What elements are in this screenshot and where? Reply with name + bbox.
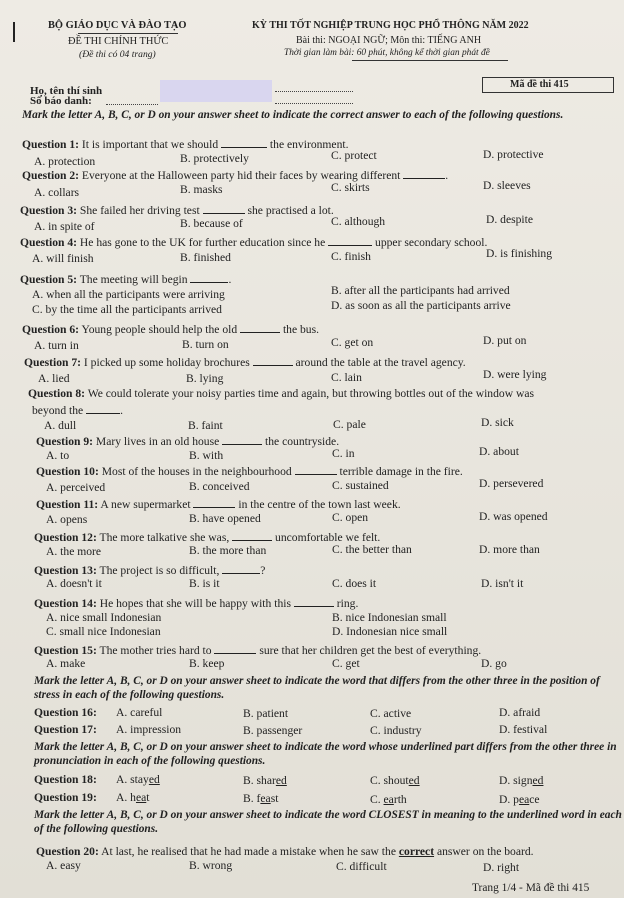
option-b: B. masks	[180, 183, 223, 196]
question-2	[22, 168, 448, 182]
question-text-line2: beyond the	[32, 404, 87, 417]
question-text-pre: Young people should help the old	[79, 323, 241, 336]
option-c: C. active	[370, 707, 412, 720]
question-12	[34, 530, 380, 544]
question-label: Question 1:	[22, 138, 80, 151]
answer-blank	[253, 355, 293, 366]
option-a: A. careful	[116, 706, 163, 719]
question-20	[36, 845, 534, 858]
question-6	[22, 322, 319, 336]
instruction-part4	[34, 808, 622, 836]
option-text: C. shout	[370, 774, 409, 787]
option-a: A. to	[46, 449, 70, 462]
option-d: D. right	[483, 861, 520, 874]
option-a: A. perceived	[46, 481, 106, 494]
option-text: A. h	[116, 791, 136, 804]
question-text-post: .	[445, 169, 449, 182]
option-a: A. opens	[46, 513, 88, 526]
option-d: D. about	[479, 445, 519, 458]
title-underline	[352, 60, 508, 61]
option-a: A. when all the participants were arriving	[32, 288, 225, 301]
answer-blank	[190, 272, 228, 283]
answer-blank	[193, 497, 235, 508]
question-label: Question 20:	[36, 845, 99, 858]
option-c: C. sustained	[332, 479, 389, 492]
question-label: Question 11:	[36, 498, 99, 511]
option-c: C. finish	[331, 250, 371, 263]
underlined-part: ea	[518, 793, 530, 806]
option-b: B. faint	[188, 419, 223, 432]
option-a: A. will finish	[32, 252, 94, 265]
question-text-post: terrible damage in the fire.	[336, 465, 463, 478]
option-c: C. pale	[333, 418, 366, 431]
option-d: D. festival	[499, 723, 548, 736]
question-label: Question 13:	[34, 564, 97, 577]
answer-blank	[203, 203, 245, 214]
instruction-part2	[34, 674, 620, 702]
option-a	[116, 791, 150, 804]
question-text-post: .	[228, 273, 232, 286]
option-c: C. does it	[332, 577, 377, 590]
question-text-pre: The more talkative she was,	[96, 531, 233, 544]
ministry-underline	[78, 33, 178, 34]
answer-blank	[222, 434, 262, 445]
option-c	[370, 793, 407, 806]
underlined-part: ea	[383, 793, 394, 806]
question-4	[20, 235, 487, 249]
option-text-end: st	[270, 792, 279, 805]
underlined-part: ed	[408, 774, 420, 787]
answer-blank	[86, 403, 120, 414]
answer-blank	[221, 137, 267, 148]
option-a: A. protection	[34, 155, 96, 168]
option-d: D. was opened	[479, 510, 548, 523]
answer-blank	[294, 596, 334, 607]
question-7	[24, 355, 466, 369]
question-text-pre: She failed her driving test	[77, 204, 203, 217]
answer-blank	[214, 643, 256, 654]
question-text-pre: Everyone at the Halloween party hid their faces by wearing different	[79, 169, 404, 182]
question-label-17: Question 17:	[34, 723, 97, 736]
ministry-name: BỘ GIÁO DỤC VÀ ĐÀO TẠO	[48, 20, 187, 31]
option-b: B. lying	[186, 372, 224, 385]
question-text-post: in the centre of the town last week.	[235, 498, 401, 511]
margin-mark	[13, 22, 15, 42]
option-b: B. have opened	[189, 512, 261, 525]
question-text-post: the bus.	[280, 323, 320, 336]
question-text-pre: It is important that we should	[79, 138, 222, 151]
question-label: Question 10:	[36, 465, 99, 478]
question-text-post: the environment.	[267, 138, 349, 151]
answer-blank	[403, 168, 445, 179]
option-d: D. more than	[479, 543, 540, 556]
instruction-part2-text: Mark the letter A, B, C, or D on your answer sheet to indicate the word that differs from the other three in the position of stress in each of the following questions.	[34, 675, 600, 701]
option-b: B. nice Indonesian small	[332, 611, 447, 624]
subject: Bài thi: NGOẠI NGỮ; Môn thi: TIẾNG ANH	[296, 35, 482, 46]
option-a: A. in spite of	[34, 220, 95, 233]
option-d: D. as soon as all the participants arrive	[331, 299, 511, 312]
option-a	[116, 773, 160, 786]
option-d: D. afraid	[499, 706, 541, 719]
question-label: Question 2:	[22, 169, 80, 182]
option-d: D. go	[481, 657, 507, 670]
question-label: Question 14:	[34, 597, 97, 610]
option-c: C. in	[332, 447, 355, 460]
option-b: B. the more than	[189, 544, 267, 557]
question-label: Question 9:	[36, 435, 94, 448]
exam-title: KỲ THI TỐT NGHIỆP TRUNG HỌC PHỔ THÔNG NĂM 2022	[252, 20, 529, 31]
question-text-post: the countryside.	[262, 435, 340, 448]
question-text-pre: At last, he realised that he had made a mistake when he saw the	[98, 845, 399, 858]
option-c: C. although	[331, 215, 386, 228]
option-d: D. sick	[481, 416, 514, 429]
question-13	[34, 563, 265, 577]
question-text-post: around the table at the travel agency.	[292, 356, 466, 369]
candidate-id-label: Số báo danh:	[30, 95, 92, 107]
instruction-part4-text: Mark the letter A, B, C, or D on your answer sheet to indicate the word CLOSEST in meaning to the underlined word in each of the following questions.	[34, 809, 622, 835]
question-10	[36, 464, 463, 478]
option-d	[499, 774, 543, 787]
option-b	[243, 792, 278, 805]
underlined-part: ed	[148, 773, 160, 786]
option-a: A. nice small Indonesian	[46, 611, 162, 624]
answer-blank	[222, 563, 260, 574]
question-text-pre: The mother tries hard to	[96, 644, 215, 657]
question-text-pre: A new supermarket	[98, 498, 194, 511]
question-1	[22, 137, 349, 151]
option-text: D. p	[499, 793, 519, 806]
underlined-word: correct	[398, 845, 435, 858]
question-label-16: Question 16:	[34, 706, 97, 719]
option-d: D. Indonesian nice small	[332, 625, 448, 638]
option-a: A. collars	[34, 186, 80, 199]
option-a: A. lied	[38, 372, 70, 385]
option-b: B. passenger	[243, 724, 303, 737]
option-text-end: t	[146, 791, 150, 804]
option-a: A. easy	[46, 859, 81, 872]
option-d	[499, 793, 540, 806]
option-text: B. f	[243, 792, 261, 805]
instruction-part3	[34, 740, 622, 768]
option-text: A. stay	[116, 773, 149, 786]
question-5	[20, 272, 231, 286]
question-text-pre: The meeting will begin	[77, 273, 191, 286]
time-note: Thời gian làm bài: 60 phút, không kể thời gian phát đề	[284, 48, 490, 58]
instruction-part1-text: Mark the letter A, B, C, or D on your answer sheet to indicate the correct answer to each of the following questions.	[22, 109, 564, 121]
option-text-end: rth	[393, 793, 407, 806]
option-a: A. doesn't it	[46, 577, 102, 590]
candidate-id-dots	[106, 104, 158, 105]
option-c	[370, 774, 420, 787]
question-label: Question 5:	[20, 273, 78, 286]
option-b: B. conceived	[189, 480, 250, 493]
question-8-line2	[32, 403, 123, 417]
underlined-part: ed	[532, 774, 544, 787]
option-c: C. small nice Indonesian	[46, 625, 161, 638]
instruction-part3-text: Mark the letter A, B, C, or D on your answer sheet to indicate the word whose underlined part differs from the other three in pronunciation in each of the following questions.	[34, 741, 617, 767]
question-text-pre: Mary lives in an old house	[93, 435, 223, 448]
question-8	[28, 387, 534, 400]
exam-code: Mã đề thi 415	[510, 79, 569, 90]
question-label: Question 7:	[24, 356, 82, 369]
question-text-pre: He hopes that she will be happy with this	[96, 597, 294, 610]
question-label: Question 15:	[34, 644, 97, 657]
question-3	[20, 203, 334, 217]
underlined-part: ed	[275, 774, 287, 787]
official-label: ĐỀ THI CHÍNH THỨC	[68, 36, 169, 47]
option-d: D. protective	[483, 148, 544, 161]
question-text-post: ?	[260, 564, 266, 577]
question-text-post: ring.	[333, 597, 359, 610]
id-dots	[275, 103, 353, 104]
answer-blank	[328, 235, 372, 246]
question-text-post: upper secondary school.	[372, 236, 488, 249]
option-b: B. finished	[180, 251, 231, 264]
option-b: B. patient	[243, 707, 289, 720]
option-c: C. industry	[370, 724, 422, 737]
option-d: D. despite	[486, 213, 534, 226]
option-text: C.	[370, 793, 384, 806]
question-label: Question 3:	[20, 204, 78, 217]
option-c: C. difficult	[336, 860, 387, 873]
question-label: Question 8:	[28, 387, 86, 400]
question-text-post: she practised a lot.	[244, 204, 334, 217]
option-c: C. lain	[331, 371, 362, 384]
question-11	[36, 497, 401, 511]
name-dots	[275, 91, 353, 92]
option-c: C. get	[332, 657, 360, 670]
option-c: C. get on	[331, 336, 374, 349]
question-label: Question 6:	[22, 323, 80, 336]
option-c: C. open	[332, 511, 369, 524]
option-c: C. the better than	[332, 543, 412, 556]
redacted-area	[160, 80, 272, 102]
pages-note: (Đề thi có 04 trang)	[79, 49, 156, 60]
option-b: B. is it	[189, 577, 220, 590]
question-text-pre: The project is so difficult,	[96, 564, 223, 577]
question-text-pre: I picked up some holiday brochures	[81, 356, 253, 369]
option-d: D. sleeves	[483, 179, 531, 192]
question-label-19: Question 19:	[34, 791, 97, 804]
option-b: B. keep	[189, 657, 225, 670]
option-a: A. impression	[116, 723, 182, 736]
question-text-post: answer on the board.	[434, 845, 534, 858]
underlined-part: ea	[260, 792, 271, 805]
option-d: D. persevered	[479, 477, 544, 490]
question-text-pre: Most of the houses in the neighbourhood	[98, 465, 295, 478]
question-text-pre: We could tolerate your noisy parties time and again, but throwing bottles out of the window was	[85, 387, 535, 400]
option-c: C. by the time all the participants arrived	[32, 303, 222, 316]
option-text-end: ce	[529, 793, 540, 806]
option-a: A. make	[46, 657, 86, 670]
question-9	[36, 434, 339, 448]
option-a: A. turn in	[34, 339, 79, 352]
option-d: D. is finishing	[486, 247, 553, 260]
page-footer: Trang 1/4 - Mã đề thi 415	[472, 882, 590, 894]
option-text: D. sign	[499, 774, 533, 787]
question-label-18: Question 18:	[34, 773, 97, 786]
question-text-post: sure that her children get the best of everything.	[256, 644, 482, 657]
option-b: B. after all the participants had arrived	[331, 284, 510, 297]
option-b	[243, 774, 287, 787]
option-c: C. protect	[331, 149, 377, 162]
option-b: B. with	[189, 449, 224, 462]
option-d: D. put on	[483, 334, 527, 347]
option-a: A. the more	[46, 545, 102, 558]
answer-blank	[295, 464, 337, 475]
question-text-post: uncomfortable we felt.	[272, 531, 381, 544]
option-d: D. isn't it	[481, 577, 524, 590]
question-text-post: .	[120, 404, 123, 417]
option-d: D. were lying	[483, 368, 547, 381]
question-14	[34, 596, 358, 610]
underlined-part: ea	[135, 791, 147, 804]
option-a: A. dull	[44, 419, 77, 432]
option-b: B. wrong	[189, 859, 233, 872]
instruction-part1	[22, 108, 620, 122]
answer-blank	[240, 322, 280, 333]
option-b: B. turn on	[182, 338, 229, 351]
question-label: Question 4:	[20, 236, 78, 249]
option-c: C. skirts	[331, 181, 370, 194]
candidate-name-label: Họ, tên thí sinh	[30, 85, 103, 97]
answer-blank	[232, 530, 272, 541]
question-label: Question 12:	[34, 531, 97, 544]
option-b: B. protectively	[180, 152, 249, 165]
question-text-pre: He has gone to the UK for further education since he	[77, 236, 329, 249]
option-b: B. because of	[180, 217, 243, 230]
question-15	[34, 643, 481, 657]
option-text: B. shar	[243, 774, 276, 787]
